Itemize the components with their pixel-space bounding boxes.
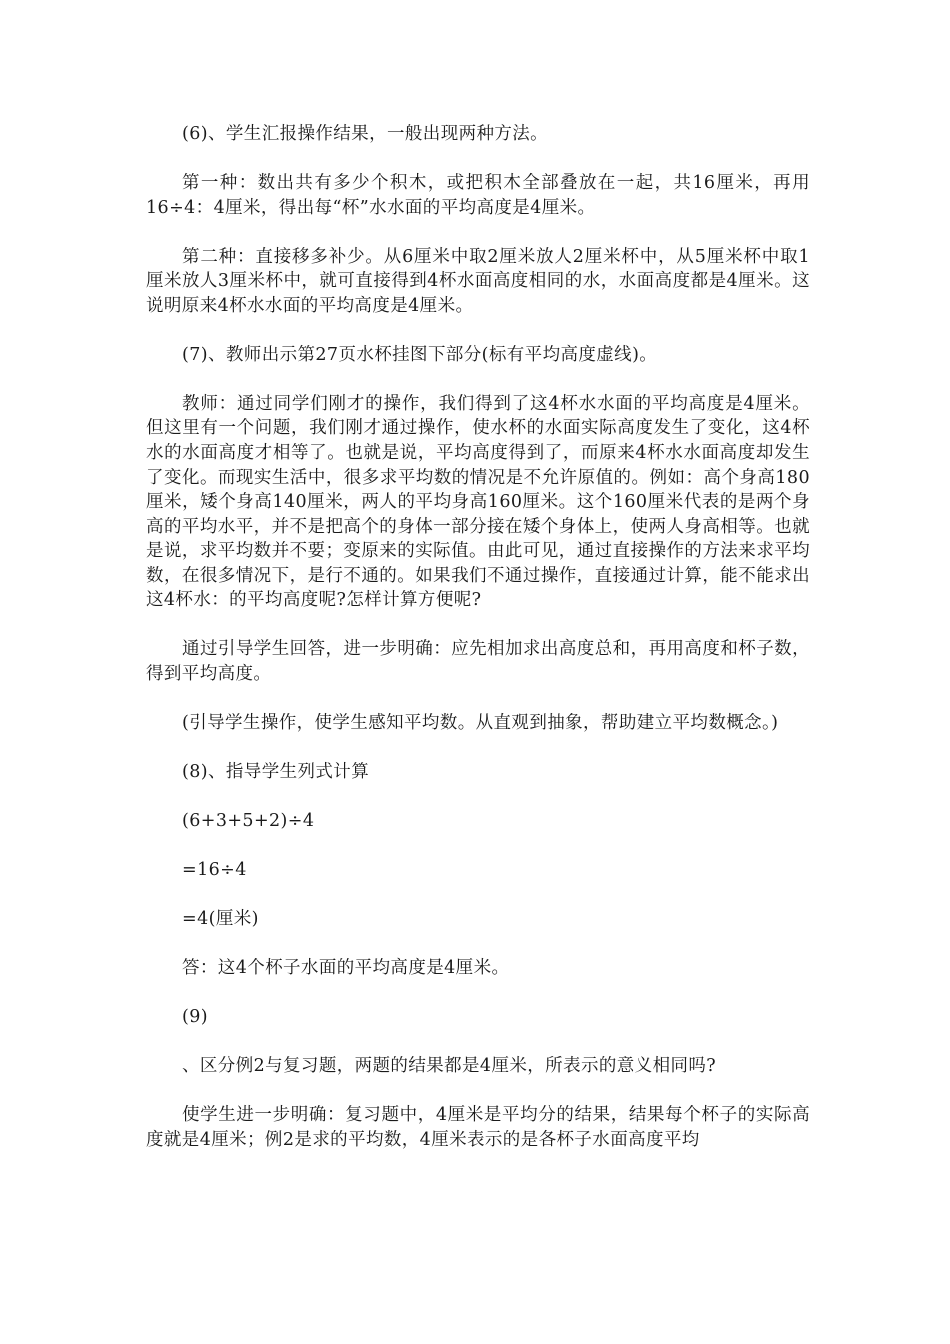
paragraph-teacher-explanation: 教师：通过同学们刚才的操作，我们得到了这4杯水水面的平均高度是4厘米。但这里有一个问题，我们刚才通过操作，使水杯的水面实际高度发生了变化，这4杯水的水面高度才相等了。也就是说，平均高度得到了，而原来4杯水水面高度却发生了变化。而现实生活中，很多求平均数的情况是不允许原值的。例如：高个身高180厘米，矮个身高140厘米，两人的平均身高160厘米。这个160厘米代表的是两个身高的平均水平，并不是把高个的身体一部分接在矮个身体上，使两人身高相等。也就是说，求平均数并不要；变原来的实际值。由此可见，通过直接操作的方法来求平均数，在很多情况下，是行不通的。如果我们不通过操作，直接通过计算，能不能求出这4杯水：的平均高度呢?怎样计算方便呢? [146, 393, 810, 611]
paragraph-method-two: 第二种：直接移多补少。从6厘米中取2厘米放人2厘米杯中，从5厘米杯中取1厘米放人3厘米杯中，就可直接得到4杯水面高度相同的水，水面高度都是4厘米。这说明原来4杯水水面的平均高度是4厘米。 [146, 246, 810, 316]
formula-line-2: =16÷4 [182, 859, 247, 880]
formula-line-3: =4(厘米) [182, 908, 259, 929]
paragraph-answer: 答：这4个杯子水面的平均高度是4厘米。 [182, 957, 510, 978]
paragraph-step-6-heading: (6)、学生汇报操作结果，一般出现两种方法。 [182, 124, 549, 144]
paragraph-guided-answer: 通过引导学生回答，进一步明确：应先相加求出高度总和，再用高度和杯子数，得到平均高度。 [146, 639, 810, 685]
paragraph-clarification: 使学生进一步明确：复习题中，4厘米是平均分的结果，结果每个杯子的实际高度就是4厘米；例2是求的平均数，4厘米表示的是各杯子水面高度平均 [146, 1104, 810, 1150]
paragraph-step-7-heading: (7)、教师出示第27页水杯挂图下部分(标有平均高度虚线)。 [182, 344, 658, 365]
paragraph-method-one: 第一种：数出共有多少个积木，或把积木全部叠放在一起，共16厘米，再用16÷4：4厘米，得出每“杯”水水面的平均高度是4厘米。 [146, 172, 810, 218]
paragraph-step-9-question: 、区分例2与复习题，两题的结果都是4厘米，所表示的意义相同吗? [182, 1055, 717, 1076]
paragraph-design-note: (引导学生操作，使学生感知平均数。从直观到抽象，帮助建立平均数概念。) [182, 713, 779, 734]
paragraph-step-8-heading: (8)、指导学生列式计算 [182, 762, 370, 783]
document-body [146, 122, 810, 1176]
paragraph-step-9-number: (9) [182, 1006, 208, 1027]
formula-line-1: (6+3+5+2)÷4 [182, 811, 315, 831]
